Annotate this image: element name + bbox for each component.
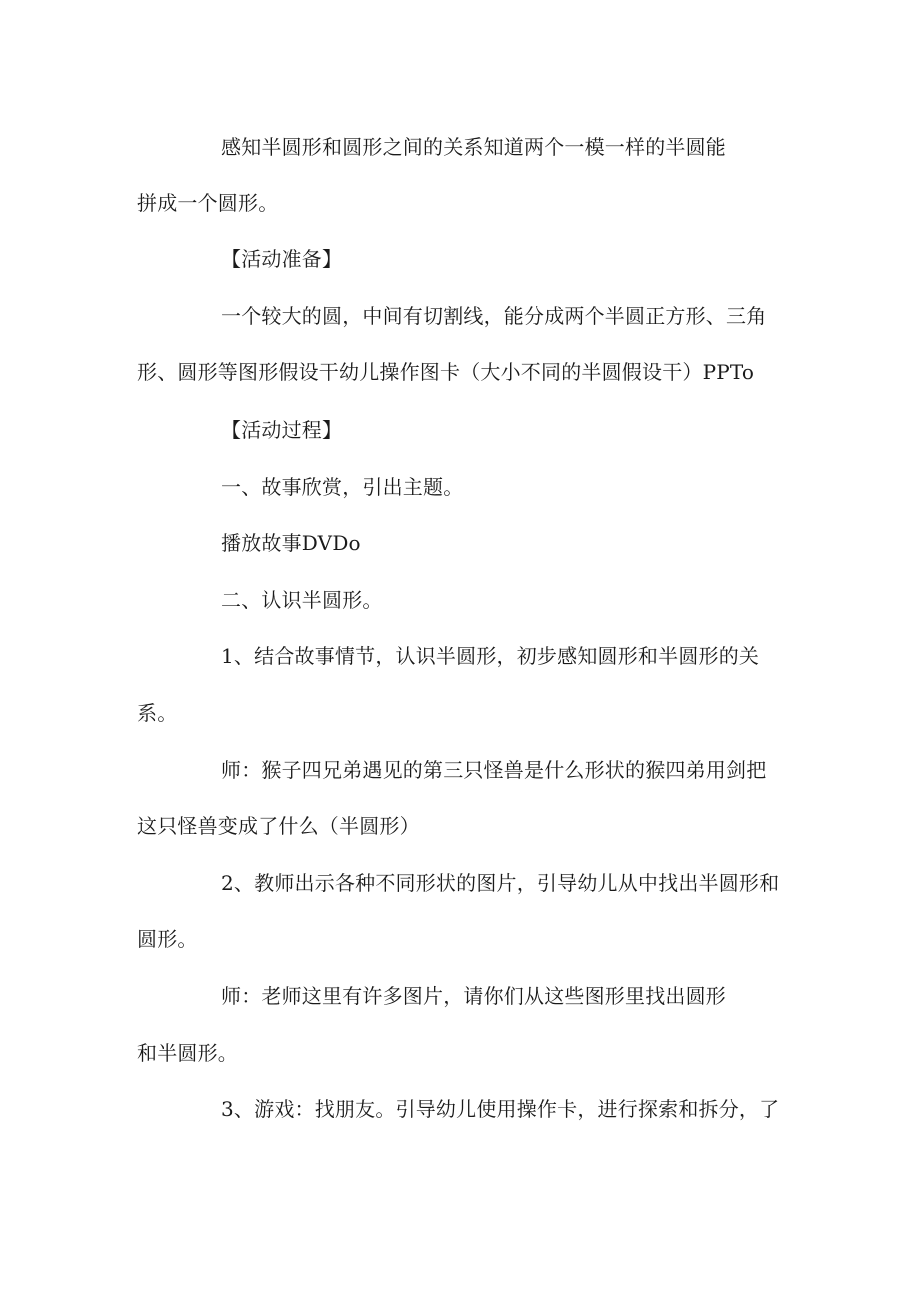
paragraph-line: 圆形。 — [137, 927, 198, 951]
paragraph-line: 二、认识半圆形。 — [221, 588, 383, 612]
paragraph-line: 师：老师这里有许多图片，请你们从这些图形里找出圆形 — [221, 984, 726, 1008]
paragraph-line: 2、教师出示各种不同形状的图片，引导幼儿从中找出半圆形和 — [221, 871, 780, 895]
paragraph-line: 一、故事欣赏，引出主题。 — [221, 475, 464, 499]
section-heading: 【活动过程】 — [221, 418, 343, 442]
paragraph-line: 一个较大的圆，中间有切割线，能分成两个半圆正方形、三角 — [221, 304, 767, 328]
paragraph-line: 感知半圆形和圆形之间的关系知道两个一模一样的半圆能 — [221, 135, 726, 159]
paragraph-line: 播放故事DVDo — [221, 531, 361, 555]
paragraph-line: 师：猴子四兄弟遇见的第三只怪兽是什么形状的猴四弟用剑把 — [221, 758, 767, 782]
paragraph-line: 1、结合故事情节，认识半圆形，初步感知圆形和半圆形的关 — [221, 644, 760, 668]
paragraph-line: 和半圆形。 — [137, 1041, 238, 1065]
paragraph-line: 拼成一个圆形。 — [137, 191, 279, 215]
paragraph-line: 系。 — [137, 701, 178, 725]
paragraph-line: 3、游戏：找朋友。引导幼儿使用操作卡，进行探索和拆分，了 — [221, 1097, 780, 1121]
paragraph-line: 这只怪兽变成了什么（半圆形） — [137, 814, 420, 838]
section-heading: 【活动准备】 — [221, 247, 343, 271]
paragraph-line: 形、圆形等图形假设干幼儿操作图卡（大小不同的半圆假设干）PPTo — [137, 360, 755, 384]
